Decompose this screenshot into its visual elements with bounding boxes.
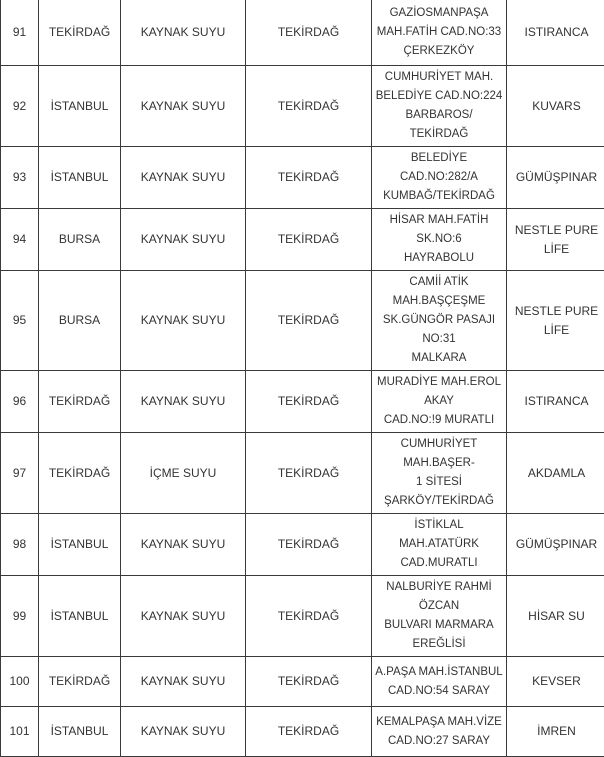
address-cell [372, 514, 507, 576]
province-cell: TEKİRDAĞ [246, 271, 372, 371]
brand-cell [507, 66, 604, 147]
brand-line: ISTIRANCA [524, 394, 588, 408]
address-line: CAMİİ ATİK MAH.BAŞÇEŞME [393, 276, 486, 307]
province-cell: TEKİRDAĞ [246, 209, 372, 271]
water-type-cell: KAYNAK SUYU [121, 707, 246, 757]
address-line: CAD.NO:27 SARAY [388, 735, 490, 747]
address-cell [372, 147, 507, 209]
water-type-cell: İÇME SUYU [121, 433, 246, 514]
city-cell: TEKİRDAĞ [39, 433, 121, 514]
brand-cell [507, 371, 604, 433]
brand-cell [507, 433, 604, 514]
table-row [1, 147, 604, 209]
address-cell [372, 66, 507, 147]
table-row [1, 657, 604, 707]
brand-line: ISTIRANCA [524, 25, 588, 39]
address-line: MAH.FATİH CAD.NO:33 [377, 26, 501, 38]
address-line: 1 SİTESİ [416, 476, 462, 488]
water-type-cell: KAYNAK SUYU [121, 576, 246, 657]
brand-line: AKDAMLA [528, 466, 585, 480]
address-line: BELEDİYE CAD.NO:282/A [400, 152, 478, 183]
address-line: CAD.NO:!9 MURATLI [384, 414, 494, 426]
address-line: ŞARKÖY/TEKİRDAĞ [384, 495, 494, 507]
address-line: KEMALPAŞA MAH.VİZE [376, 716, 502, 728]
brand-line: KEVSER [532, 674, 581, 688]
brand-line: İMREN [537, 724, 576, 738]
brand-line: HİSAR SU [528, 609, 585, 623]
city-cell: TEKİRDAĞ [39, 657, 121, 707]
province-cell: TEKİRDAĞ [246, 514, 372, 576]
brand-line: GÜMÜŞPINAR [516, 170, 597, 184]
brand-cell [507, 147, 604, 209]
brand-cell [507, 514, 604, 576]
row-number: 91 [1, 0, 39, 66]
address-line: BULVARI MARMARA [384, 619, 493, 631]
brand-line: NESTLE PURE [515, 223, 598, 237]
province-cell: TEKİRDAĞ [246, 657, 372, 707]
city-cell: İSTANBUL [39, 66, 121, 147]
address-line: KUMBAĞ/TEKİRDAĞ [383, 190, 495, 202]
address-line: CAD.MURATLI [400, 557, 477, 569]
brand-cell [507, 657, 604, 707]
water-type-cell: KAYNAK SUYU [121, 209, 246, 271]
address-line: MURADİYE MAH.EROL AKAY [377, 376, 501, 407]
row-number: 101 [1, 707, 39, 757]
row-number: 95 [1, 271, 39, 371]
brand-line: GÜMÜŞPINAR [516, 537, 597, 551]
water-type-cell: KAYNAK SUYU [121, 66, 246, 147]
address-line: CAD.NO:54 SARAY [388, 685, 490, 697]
address-line: SK.GÜNGÖR PASAJI NO:31 [383, 314, 495, 345]
table-row [1, 66, 604, 147]
table-row [1, 514, 604, 576]
address-cell [372, 707, 507, 757]
table-row [1, 0, 604, 66]
province-cell: TEKİRDAĞ [246, 0, 372, 66]
table-row [1, 576, 604, 657]
table-row [1, 707, 604, 757]
city-cell: İSTANBUL [39, 707, 121, 757]
address-line: BARBAROS/ TEKİRDAĞ [405, 109, 472, 140]
address-line: HAYRABOLU [404, 252, 474, 264]
address-line: CUMHURİYET MAH.BAŞER- [401, 438, 478, 469]
brand-cell [507, 707, 604, 757]
table-row [1, 433, 604, 514]
row-number: 98 [1, 514, 39, 576]
address-line: CUMHURİYET MAH. [385, 71, 493, 83]
city-cell: TEKİRDAĞ [39, 0, 121, 66]
city-cell: İSTANBUL [39, 514, 121, 576]
province-cell: TEKİRDAĞ [246, 371, 372, 433]
city-cell: BURSA [39, 209, 121, 271]
water-type-cell: KAYNAK SUYU [121, 371, 246, 433]
address-line: MALKARA [412, 352, 467, 364]
row-number: 99 [1, 576, 39, 657]
water-type-cell: KAYNAK SUYU [121, 271, 246, 371]
city-cell: İSTANBUL [39, 576, 121, 657]
row-number: 96 [1, 371, 39, 433]
brand-cell [507, 271, 604, 371]
brand-cell [507, 0, 604, 66]
brand-cell [507, 576, 604, 657]
province-cell: TEKİRDAĞ [246, 576, 372, 657]
city-cell: TEKİRDAĞ [39, 371, 121, 433]
city-cell: İSTANBUL [39, 147, 121, 209]
address-cell [372, 371, 507, 433]
brand-line: NESTLE PURE [515, 304, 598, 318]
water-type-cell: KAYNAK SUYU [121, 657, 246, 707]
address-line: İSTİKLAL MAH.ATATÜRK [399, 519, 479, 550]
brand-line: LİFE [544, 323, 569, 337]
address-cell [372, 433, 507, 514]
address-cell [372, 576, 507, 657]
address-cell [372, 657, 507, 707]
water-type-cell: KAYNAK SUYU [121, 147, 246, 209]
address-line: GAZİOSMANPAŞA [390, 7, 489, 19]
province-cell: TEKİRDAĞ [246, 66, 372, 147]
row-number: 94 [1, 209, 39, 271]
city-cell: BURSA [39, 271, 121, 371]
row-number: 93 [1, 147, 39, 209]
row-number: 92 [1, 66, 39, 147]
table-row [1, 271, 604, 371]
address-line: EREĞLİSİ [412, 638, 465, 650]
address-line: A.PAŞA MAH.İSTANBUL [375, 666, 502, 678]
address-cell [372, 0, 507, 66]
address-line: ÇERKEZKÖY [404, 45, 475, 57]
province-cell: TEKİRDAĞ [246, 147, 372, 209]
brand-line: LİFE [544, 242, 569, 256]
row-number: 100 [1, 657, 39, 707]
table-row [1, 371, 604, 433]
brand-line: KUVARS [532, 99, 580, 113]
water-type-cell: KAYNAK SUYU [121, 0, 246, 66]
water-type-cell: KAYNAK SUYU [121, 514, 246, 576]
province-cell: TEKİRDAĞ [246, 707, 372, 757]
brand-cell [507, 209, 604, 271]
row-number: 97 [1, 433, 39, 514]
province-cell: TEKİRDAĞ [246, 433, 372, 514]
address-cell [372, 271, 507, 371]
address-cell [372, 209, 507, 271]
address-line: NALBURİYE RAHMİ ÖZCAN [386, 581, 491, 612]
table-body [1, 0, 604, 757]
address-line: BELEDİYE CAD.NO:224 [376, 90, 503, 102]
address-line: HİSAR MAH.FATİH SK.NO:6 [390, 214, 489, 245]
table-row [1, 209, 604, 271]
